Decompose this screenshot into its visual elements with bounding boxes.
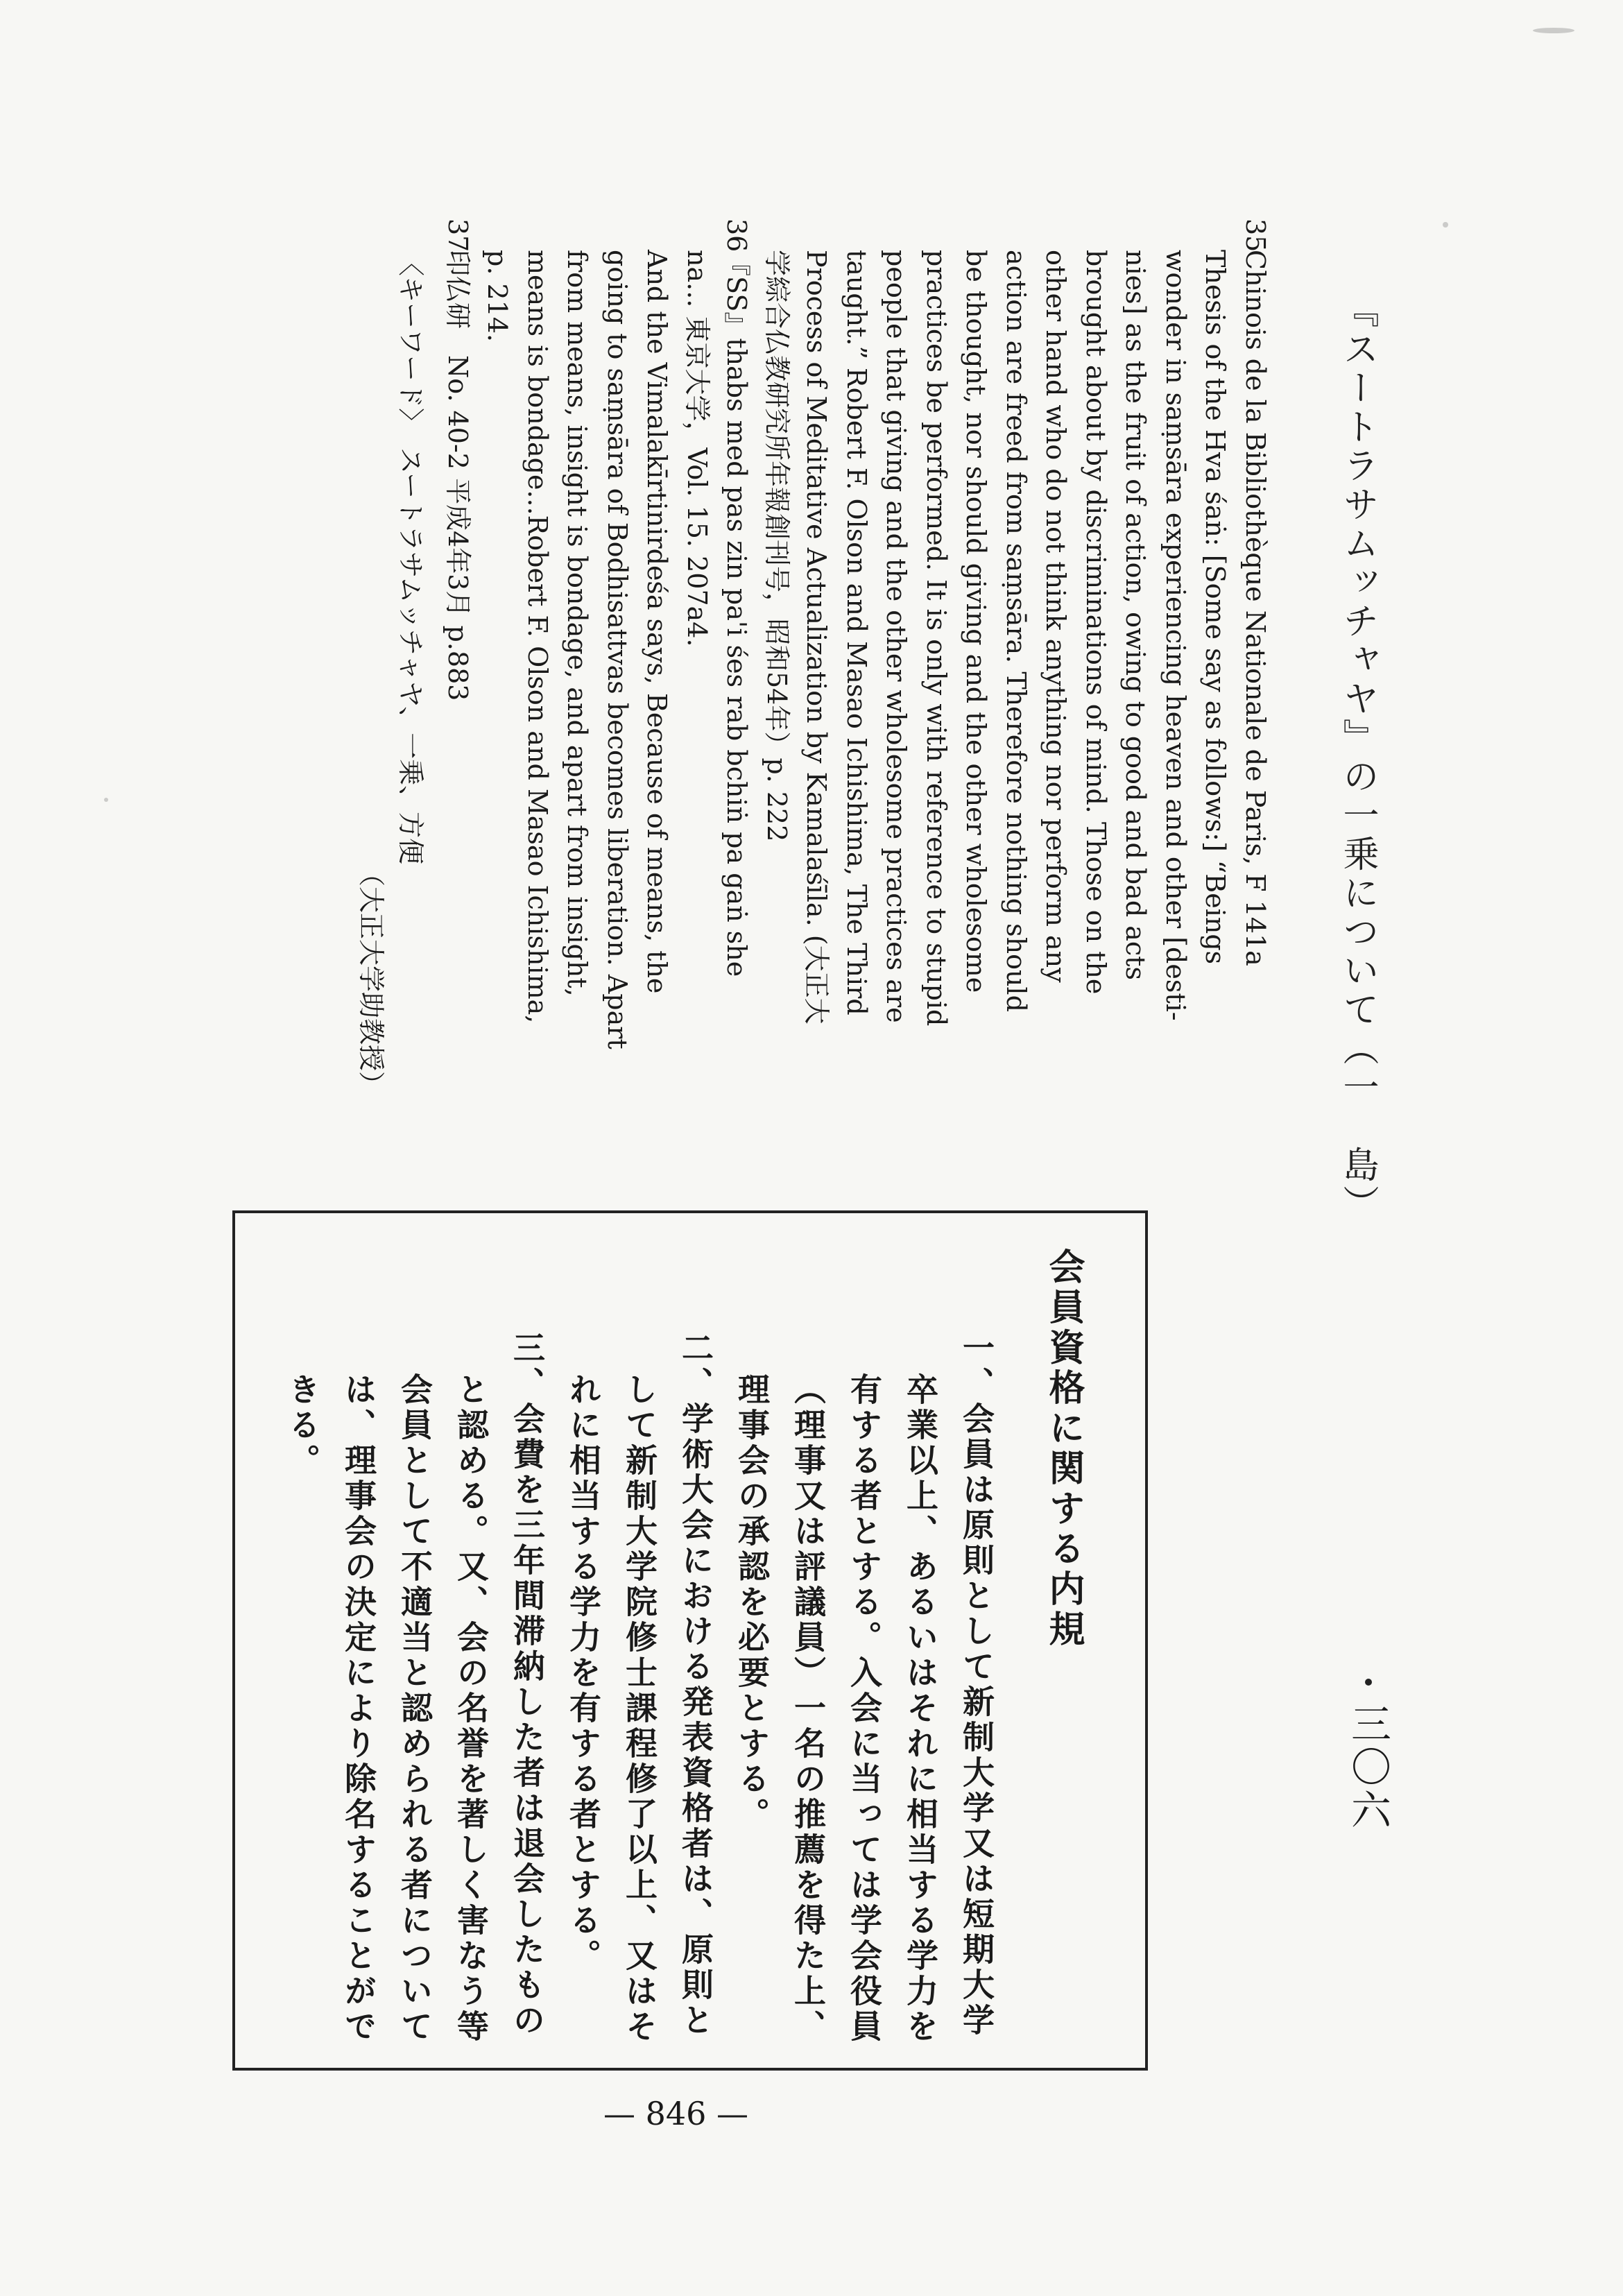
rules-column: 二、学術大会における発表資格者は、原則と: [677, 1331, 714, 2039]
footnote-text: wonder in saṃsāra experiencing heaven and other [desti-: [1160, 250, 1191, 1021]
footnote-text: from means, insight is bondage, and apart from insight,: [562, 250, 593, 997]
rules-column: 一、会員は原則として新制大学又は短期大学: [958, 1331, 995, 2039]
footnote-line: [1076, 250, 1116, 1200]
footnote-line: [1235, 219, 1276, 1200]
rules-title: 会員資格に関する内規: [1042, 1248, 1084, 1650]
footnote-text: （大正大学助教授）: [356, 860, 386, 1098]
footnote-line: [956, 250, 996, 1200]
footnote-text: action are freed from saṃsāra. Therefore nothing should: [1001, 250, 1031, 1012]
footnote-line: [1115, 250, 1156, 1200]
footnote-text: other hand who do not think anything nor perform any: [1040, 250, 1072, 983]
rules-column: 会員として不適当と認められる者について: [396, 1373, 433, 2045]
page-kanji-number: 三〇六: [1344, 1703, 1391, 1832]
footnote-number: 35: [1240, 219, 1271, 252]
footnote-text: 印仏研 No. 40-2 平成4年3月 p.883: [443, 250, 473, 701]
footnote-text: brought about by discriminations of mind. Those on the: [1081, 250, 1111, 995]
footnote-line: [1156, 250, 1196, 1200]
footnote-line: [876, 250, 916, 1200]
footnotes: [356, 219, 1275, 1200]
footnote-line: [438, 219, 478, 1200]
footnote-text: be thought, nor should giving and the other wholesome: [961, 250, 992, 993]
footnote-text: 〈キーワード〉 スートラサムッチャヤ、一乗、方便: [395, 250, 427, 865]
footnote-text: 『SS』thabs med pas zin pa'i śes rab bchiṅ pa gaṅ she: [721, 250, 753, 977]
footnote-text: means is bondage...Robert F. Olson and Masao Ichishima,: [522, 250, 553, 1024]
footnote-text: people that giving and the other wholesome practices are: [881, 250, 912, 1023]
footnote-line: [1036, 250, 1076, 1200]
footnote-line: [836, 250, 877, 1200]
footnote-text: Chinois de la Bibliothèque Nationale de Paris, F 141a: [1240, 250, 1271, 966]
rules-column: きる。: [284, 1373, 321, 1479]
footnote-line: [557, 250, 597, 1200]
rules-column: と認める。又、会の名誉を著しく害なう等: [452, 1373, 490, 2045]
footnote-line: [677, 250, 717, 1200]
footnote-text: And the Vimalakīrtinirdeśa says, Because of means, the: [642, 250, 673, 994]
membership-rules-box: [232, 1210, 1148, 2071]
footnote-text: nies] as the fruit of action, owing to good and bad acts: [1120, 250, 1151, 980]
rules-column: して新制大学院修士課程修了以上、又はそ: [621, 1373, 658, 2045]
page-dot: [1365, 1679, 1372, 1686]
footnote-text: going to saṃsāra of Bodhisattvas becomes liberation. Apart: [602, 250, 633, 1050]
footnote-text: practices be performed. It is only with reference to stupid: [921, 250, 952, 1027]
footnote-line: [996, 250, 1036, 1200]
rules-column: 三、会費を三年間滞納した者は退会したもの: [508, 1331, 546, 2039]
footnote-line: [597, 250, 637, 1200]
footnote-number: 37: [443, 219, 473, 252]
footnote-line: [351, 250, 391, 1200]
footnote-text: 学綜合仏教研究所年報創刊号，昭和54年）p. 222: [762, 250, 792, 842]
footnote-line: [757, 250, 797, 1200]
running-head: 『スートラサムッチャヤ』の一乗について（一 島）: [1337, 291, 1378, 1224]
footnote-line: [390, 250, 431, 1200]
footnote-text: Thesis of the Hva śaṅ: [Some say as follows:] “Beings: [1200, 250, 1231, 965]
footnote-line: [517, 250, 558, 1200]
rules-column: 理事会の承認を必要とする。: [733, 1373, 771, 1833]
rules-column: （理事又は評議員）一名の推薦を得た上、: [789, 1373, 827, 2045]
rules-column: 有する者とする。入会に当っては学会役員: [845, 1373, 883, 2045]
rules-column: は、理事会の決定により除名することがで: [340, 1373, 377, 2045]
footnote-text: p. 214.: [482, 250, 513, 343]
footnote-line: [637, 250, 677, 1200]
rules-column: れに相当する学力を有する者とする。: [565, 1373, 602, 1974]
footnote-text: na... 東京大学，Vol. 15. 207a4.: [682, 250, 712, 647]
rules-column: 卒業以上、あるいはそれに相当する学力を: [902, 1373, 939, 2045]
page-number: — 846 —: [603, 2095, 749, 2132]
footnote-line: [477, 250, 517, 1200]
footnote-line: [1195, 250, 1235, 1200]
footnote-line: [796, 250, 836, 1200]
footnote-line: [716, 219, 757, 1200]
footnote-number: 36: [721, 219, 753, 252]
footnote-line: [916, 250, 956, 1200]
footnote-text: Process of Meditative Actualization by Kamalaśīla. (大正大: [801, 250, 832, 1025]
footnote-text: taught.” Robert F. Olson and Masao Ichishima, The Third: [841, 250, 872, 1016]
